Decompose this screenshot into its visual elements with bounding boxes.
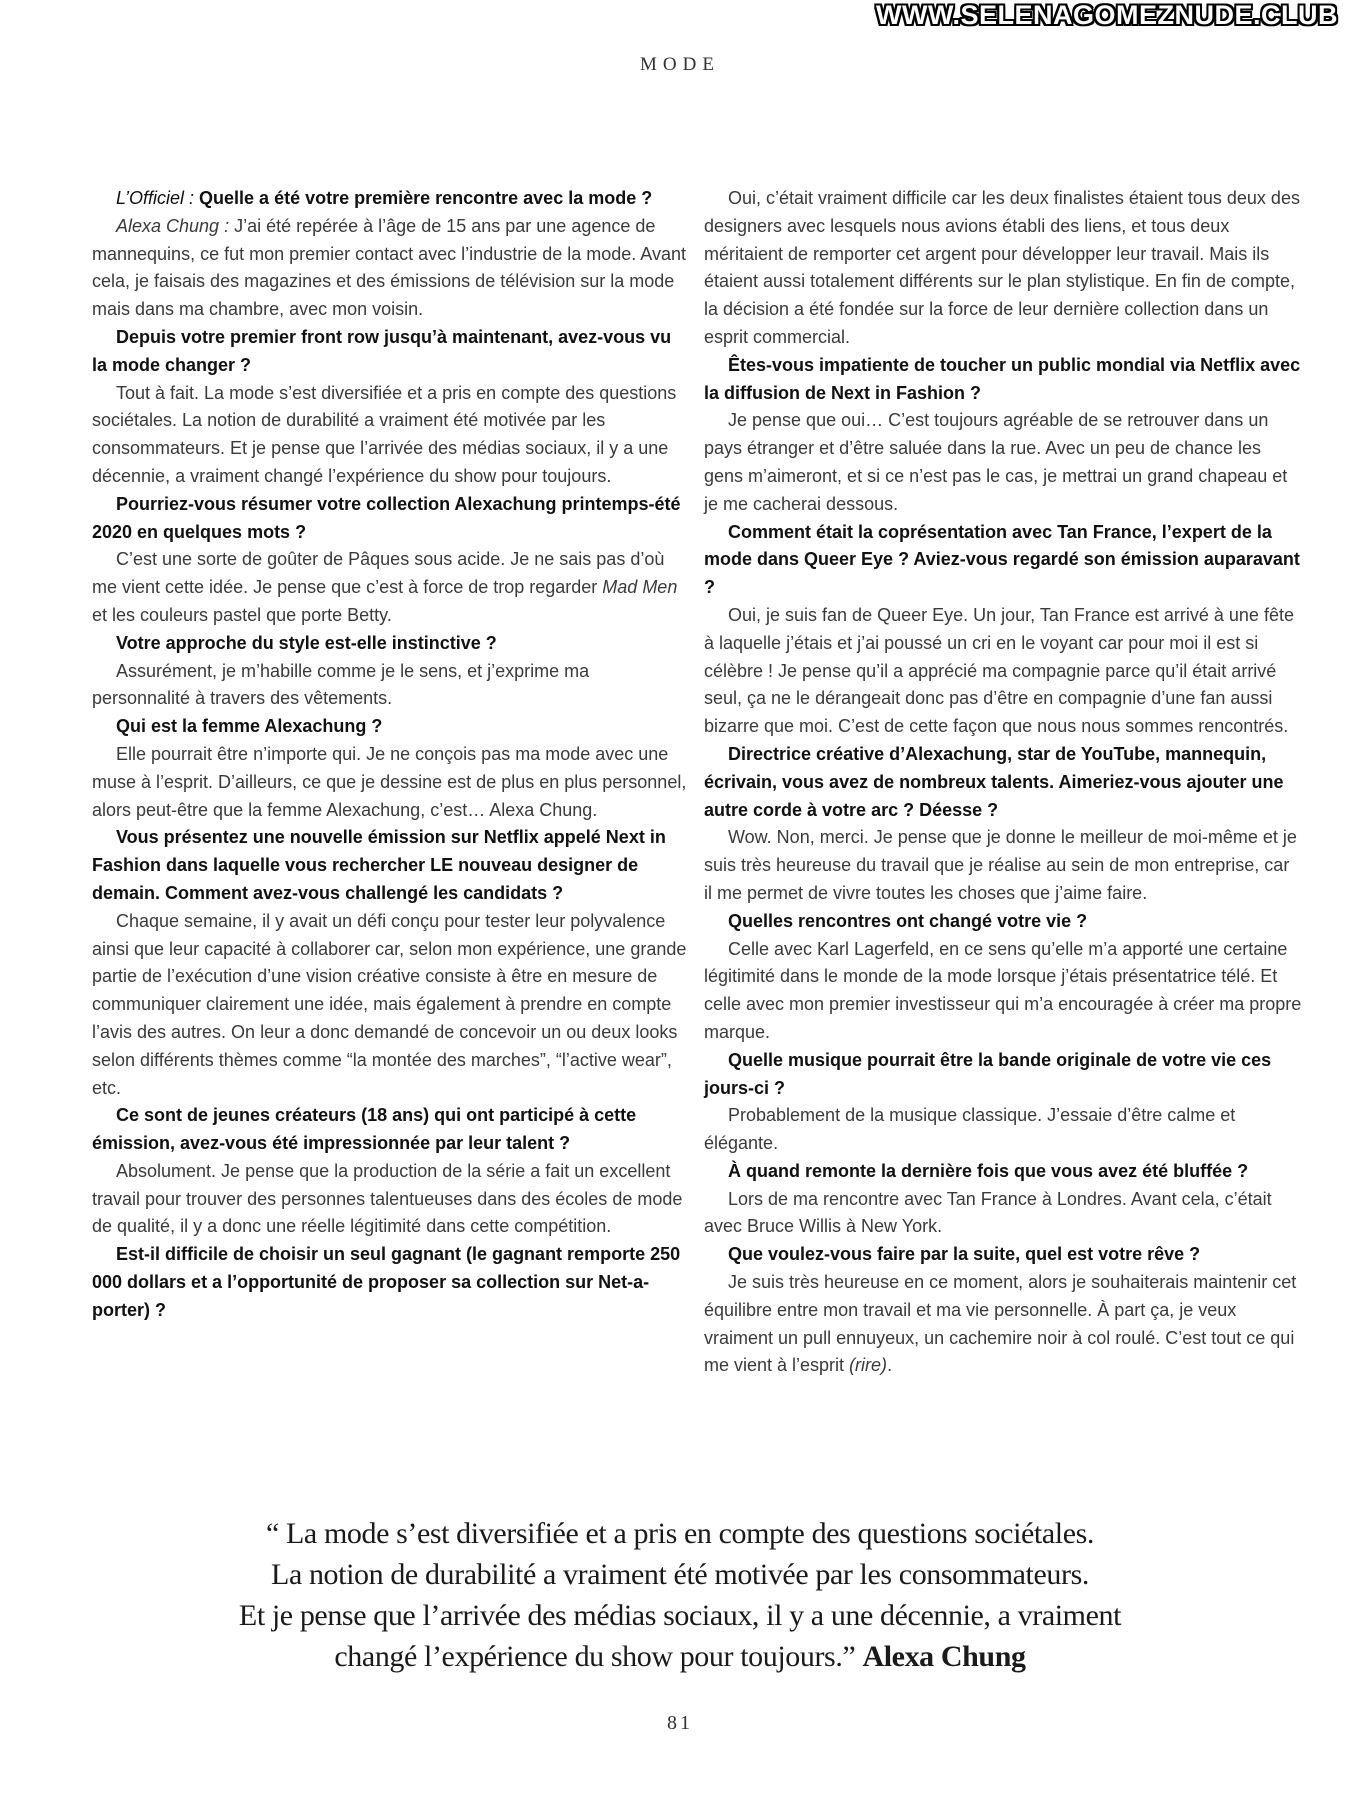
pull-quote [180,1513,1180,1677]
question: Pourriez-vous résumer votre collection Alexachung printemps-été 2020 en quelques mots ? [92,493,681,542]
pull-quote-line: La notion de durabilité a vraiment été motivée par les consommateurs. [271,1558,1089,1591]
question: Directrice créative d’Alexachung, star de YouTube, mannequin, écrivain, vous avez de nombreux talents. Aimeriez-vous ajouter une autre corde à votre arc ? Déesse ? [704,743,1284,820]
question: Quelles rencontres ont changé votre vie ? [728,910,1088,931]
question: Depuis votre premier front row jusqu’à maintenant, avez-vous vu la mode changer ? [92,326,672,375]
right-column [704,185,1302,1380]
answer: Tout à fait. La mode s’est diversifiée et a pris en compte des questions sociétales. La notion de durabilité a vraiment été motivée par les consommateurs. Et je pense que l’arrivée des médias sociaux, il y a une décennie, a vraiment changé l’expérience du show pour toujours. [92,382,677,486]
question: Quelle musique pourrait être la bande originale de votre vie ces jours-ci ? [704,1049,1272,1098]
answer: Elle pourrait être n’importe qui. Je ne conçois pas ma mode avec une muse à l’esprit. D’ailleurs, ce que je dessine est de plus en plus personnel, alors peut-être que la femme Alexachung, c’est… Alexa Chung. [92,743,687,820]
answer: Assurément, je m’habille comme je le sens, et j’exprime ma personnalité à travers des vêtements. [92,660,590,709]
question: Que voulez-vous faire par la suite, quel est votre rêve ? [728,1244,1201,1265]
answer: Oui, je suis fan de Queer Eye. Un jour, Tan France est arrivé à une fête à laquelle j’étais et j’ai poussé un cri en le voyant car pour moi il est si célèbre ! Je pense qu’il a apprécié ma compagnie parce qu’il était arrivé seul, ça ne le dérangeait donc pas d’être en compagnie d’une fan aussi bizarre que moi. C’est de cette façon que nous nous sommes rencontrés. [704,604,1294,737]
pull-quote-line: Et je pense que l’arrivée des médias sociaux, il y a une décennie, a vraiment [238,1599,1122,1632]
question: Comment était la coprésentation avec Tan France, l’expert de la mode dans Queer Eye ? Aviez-vous regardé son émission auparavant ? [704,521,1300,598]
watermark: WWW.SELENAGOMEZNUDE.CLUB [876,0,1338,30]
question: L’Officiel : Quelle a été votre première rencontre avec la mode ? [116,188,653,208]
question: À quand remonte la dernière fois que vous avez été bluffée ? [728,1160,1249,1181]
answer: Celle avec Karl Lagerfeld, en ce sens qu’elle m’a apporté une certaine légitimité dans le monde de la mode lorsque j’étais présentatrice télé. Et celle avec mon premier investisseur qui m’a encouragée à créer ma propre marque. [704,938,1302,1042]
pull-quote-line: changé l’expérience du show pour toujours.” Alexa Chung [334,1640,1026,1673]
answer: Chaque semaine, il y avait un défi conçu pour tester leur polyvalence ainsi que leur capacité à collaborer car, selon mon expérience, une grande partie de l’exécution d’une vision créative consiste à être en mesure de communiquer clairement une idée, mais également à prendre en compte l’avis des autres. On leur a donc demandé de concevoir un ou deux looks selon différents thèmes comme “la montée des marches”, “l’active wear”, etc. [92,910,687,1098]
answer: C’est une sorte de goûter de Pâques sous acide. Je ne sais pas d’où me vient cette idée. Je pense que c’est à force de trop regarder Mad Men et les couleurs pastel que porte Betty. [92,549,678,625]
question: Votre approche du style est-elle instinctive ? [116,632,497,653]
answer: Absolument. Je pense que la production de la série a fait un excellent travail pour trouver des personnes talentueuses dans des écoles de mode de qualité, il y a donc une réelle légitimité dans cette compétition. [92,1160,683,1237]
answer: Oui, c’était vraiment difficile car les deux finalistes étaient tous deux des designers avec lesquels nous avions établi des liens, et tous deux méritaient de remporter cet argent pour développer leur travail. Mais ils étaient aussi totalement différents sur le plan stylistique. En fin de compte, la décision a été fondée sur la force de leur dernière collection dans un esprit commercial. [704,188,1300,347]
question: Êtes-vous impatiente de toucher un public mondial via Netflix avec la diffusion de Next in Fashion ? [704,354,1301,403]
answer: Lors de ma rencontre avec Tan France à Londres. Avant cela, c’était avec Bruce Willis à New York. [704,1188,1272,1237]
question: Qui est la femme Alexachung ? [116,716,383,737]
answer: Wow. Non, merci. Je pense que je donne le meilleur de moi-même et je suis très heureuse du travail que je réalise au sein de mon entreprise, car il me permet de vivre toutes les choses que j’aime faire. [704,827,1297,903]
question: Vous présentez une nouvelle émission sur Netflix appelé Next in Fashion dans laquelle vous rechercher LE nouveau designer de demain. Comment avez-vous challengé les candidats ? [92,827,666,903]
page-number: 81 [667,1712,693,1734]
left-column [92,185,690,1325]
pull-quote-line: “ La mode s’est diversifiée et a pris en compte des questions sociétales. [265,1517,1095,1550]
answer: Probablement de la musique classique. J’essaie d’être calme et élégante. [704,1105,1236,1154]
section-title: MODE [640,54,720,75]
pull-quote-attribution: Alexa Chung [862,1640,1026,1673]
question: Est-il difficile de choisir un seul gagnant (le gagnant remporte 250 000 dollars et a l’opportunité de proposer sa collection sur Net-a-porter) ? [92,1244,681,1320]
answer: Je suis très heureuse en ce moment, alors je souhaiterais maintenir cet équilibre entre mon travail et ma vie personnelle. À part ça, je veux vraiment un pull ennuyeux, un cachemire noir à col roulé. C’est tout ce qui me vient à l’esprit (rire). [704,1272,1297,1376]
answer: Alexa Chung : J’ai été repérée à l’âge de 15 ans par une agence de mannequins, ce fut mon premier contact avec l’industrie de la mode. Avant cela, je faisais des magazines et des émissions de télévision sur la mode mais dans ma chambre, avec mon voisin. [92,215,686,320]
question: Ce sont de jeunes créateurs (18 ans) qui ont participé à cette émission, avez-vous été impressionnée par leur talent ? [92,1105,637,1154]
answer: Je pense que oui… C’est toujours agréable de se retrouver dans un pays étranger et d’être saluée dans la rue. Avec un peu de chance les gens m’aimeront, et si ce n’est pas le cas, je mettrai un grand chapeau et je me cacherai dessous. [704,410,1288,514]
